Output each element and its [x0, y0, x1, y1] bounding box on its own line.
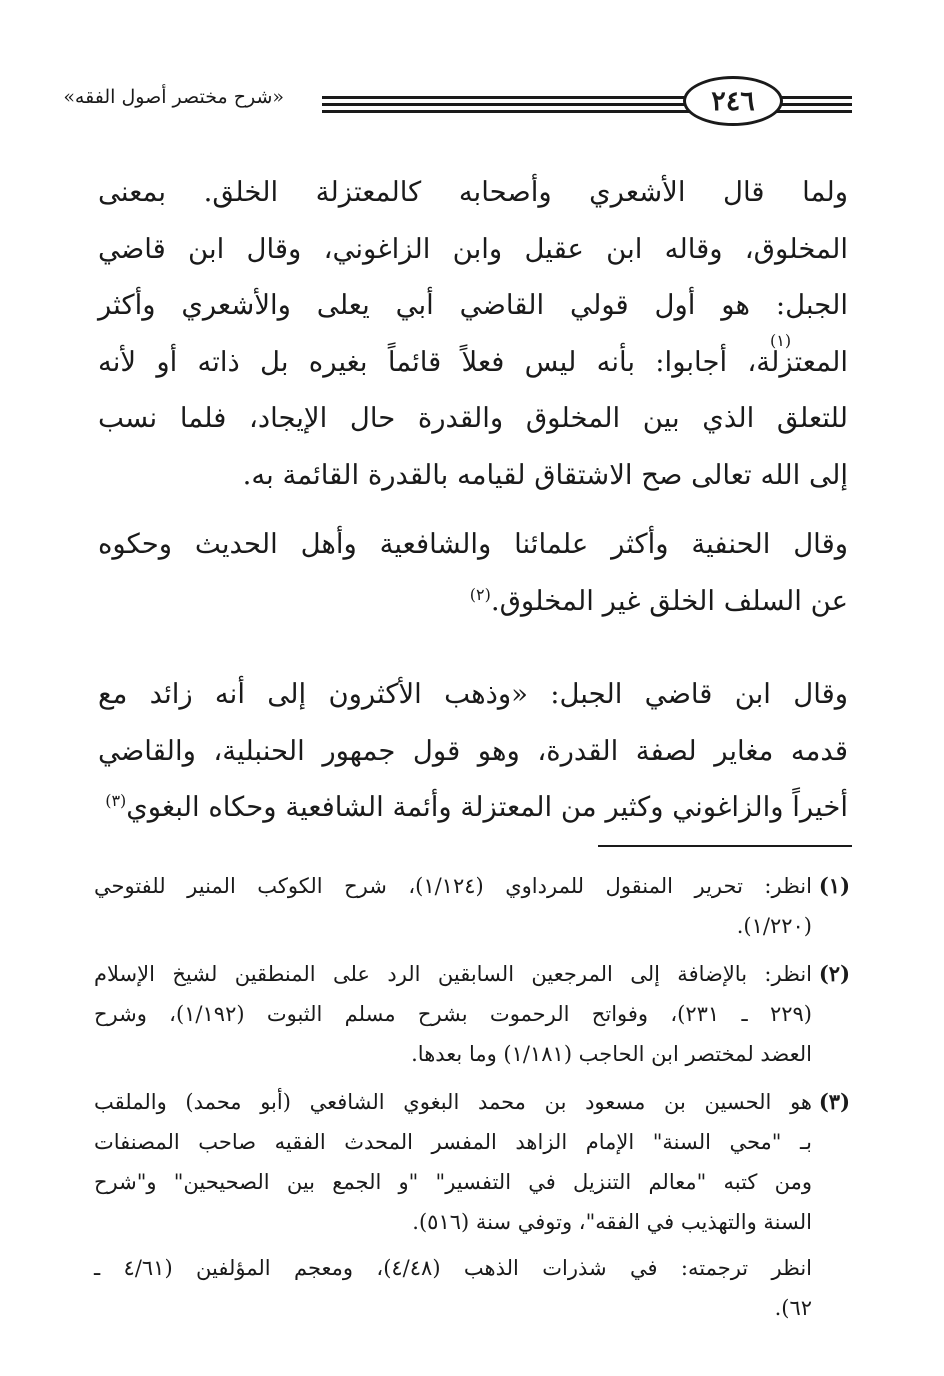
paragraph [98, 666, 848, 836]
paragraph [98, 516, 848, 629]
footnote-line: السنة والتهذيب في الفقه"، وتوفي سنة (٥١٦). [412, 1210, 812, 1234]
header-rule [768, 110, 852, 113]
footnote-line: (١/٢٢٠). [736, 914, 812, 938]
note-reference[interactable]: (٣) [105, 790, 127, 810]
text-line-with-note [98, 573, 848, 630]
text-line: إلى الله تعالى صح الاشتقاق لقيامه بالقدرة القائمة به. [242, 458, 848, 491]
page-number: ٢٤٦ [683, 76, 783, 126]
header-rule [322, 96, 694, 99]
book-page: ٢٤٦ «شرح مختصر أصول الفقه» ولما قال الأشعري وأصحابه كالمعتزلة الخلق. بمعنى المخلوق، وقاله ابن عقيل وابن الزاغوني، وقال ابن قاضي الجبل: هو أول قولي القاضي أبي يعلى والأشعري وأكثر المعتزلة، أجابوا: بأنه ليس فعلاً قائماً بغيره بل ذاته أو لأنه للتعلق الذي بين المخلوق والقدرة حال الإيجاد، فلما نسب إلى الله تعالى صح الاشتقاق لقيامه بالقدرة القائمة به. (١) وقال الحنفية وأكثر علمائنا والشافعية وأهل الحديث وحكوه عن السلف الخلق غير المخلوق.$^{(٢)}$ وقال ابن قاضي الجبل: «وذهب الأكثرون إلى أنه زائد مع قدمه مغاير لصفة القدرة، وهو قول جمهور الحنبلية، والقاضي أخيراً والزاغوني وكثير من المعتزلة وأئمة الشافعية وحكاه البغوي$^{(٣)}$ (١) انظر: تحرير المنقول للمرداوي (١/١٢٤)، شرح الكوكب المنير للفتوحي (١/٢٢٠). (٢) انظر: بالإضافة إلى المرجعين السابقين الرد على المنطقين لشيخ الإسلام (٢٢٩ ـ ٢٣١)، وفواتح الرحموت بشرح مسلم الثبوت (١/١٩٢)، وشرح العضد لمختصر ابن الحاجب (١/١٨١) وما بعدها. (٣) هو الحسين بن مسعود بن محمد البغوي الشافعي (أبو محمد) والملقب بـ "محي السنة" الإمام الزاهد المفسر المحدث الفقيه صاحب المصنفات ومن كتبه "معالم التنزيل في التفسير" "و الجمع بين الصحيحين" و"شرح السنة والتهذيب في الفقه"، وتوفي سنة (٥١٦). انظر ترجمته: في شذرات الذهب (٤/٤٨)، ومعجم المؤلفين (٤/٦١ ـ ٦٢). [0, 0, 944, 1376]
text-line: وقال ابن قاضي الجبل: «وذهب الأكثرون إلى أنه زائد مع [98, 678, 848, 710]
header-rule [322, 103, 694, 106]
footnote-number: (٢) [818, 961, 850, 986]
footnote [94, 1082, 850, 1328]
footnote-line: العضد لمختصر ابن الحاجب (١/١٨١) وما بعدها. [411, 1042, 812, 1066]
note-reference[interactable]: (٢) [469, 584, 491, 604]
footnote-number: (١) [818, 873, 850, 898]
paragraph [98, 164, 848, 503]
footnote-separator [598, 845, 852, 847]
footnote [94, 954, 850, 1074]
page-header [0, 0, 944, 140]
footnote-number: (٣) [818, 1089, 850, 1114]
footnote-line: ٦٢). [774, 1296, 812, 1320]
running-title: «شرح مختصر أصول الفقه» [63, 86, 284, 108]
footnote-line: هو الحسين بن مسعود بن محمد البغوي الشافعي (أبو محمد) والملقب [94, 1090, 812, 1114]
text-line: المعتزلة، أجابوا: بأنه ليس فعلاً قائماً بغيره بل ذاته أو لأنه [98, 345, 848, 378]
footnote-line: ومن كتبه "معالم التنزيل في التفسير" "و الجمع بين الصحيحين" و"شرح [94, 1170, 812, 1194]
footnote-line: انظر: تحرير المنقول للمرداوي (١/١٢٤)، شرح الكوكب المنير للفتوحي [94, 874, 812, 898]
footnote-line: انظر: بالإضافة إلى المرجعين السابقين الرد على المنطقين لشيخ الإسلام [94, 962, 812, 986]
text-line: وقال الحنفية وأكثر علمائنا والشافعية وأهل الحديث وحكوه [98, 528, 848, 560]
text-line-with-note [98, 779, 848, 836]
text-line-with-note [98, 334, 848, 391]
footnotes [94, 866, 850, 1336]
text-line: قدمه مغاير لصفة القدرة، وهو قول جمهور الحنبلية، والقاضي [98, 734, 848, 767]
footnote-line: (٢٢٩ ـ ٢٣١)، وفواتح الرحموت بشرح مسلم الثبوت (١/١٩٢)، وشرح [94, 1002, 812, 1026]
text-line: للتعلق الذي بين المخلوق والقدرة حال الإيجاد، فلما نسب [98, 402, 848, 434]
text-line: ولما قال الأشعري وأصحابه كالمعتزلة الخلق. بمعنى [98, 176, 848, 208]
text-line: المخلوق، وقاله ابن عقيل وابن الزاغوني، وقال ابن قاضي [98, 232, 848, 265]
footnote-line: انظر ترجمته: في شذرات الذهب (٤/٤٨)، ومعجم المؤلفين (٤/٦١ ـ [94, 1256, 813, 1280]
footnote-line: بـ "محي السنة" الإمام الزاهد المفسر المحدث الفقيه صاحب المصنفات [94, 1130, 812, 1154]
header-rule [322, 110, 694, 113]
text-line: الجبل: هو أول قولي القاضي أبي يعلى والأشعري وأكثر [98, 289, 848, 321]
footnote [94, 866, 850, 946]
text-line: عن السلف الخلق غير المخلوق. [490, 584, 848, 617]
text-line: أخيراً والزاغوني وكثير من المعتزلة وأئمة الشافعية وحكاه البغوي [126, 791, 848, 823]
